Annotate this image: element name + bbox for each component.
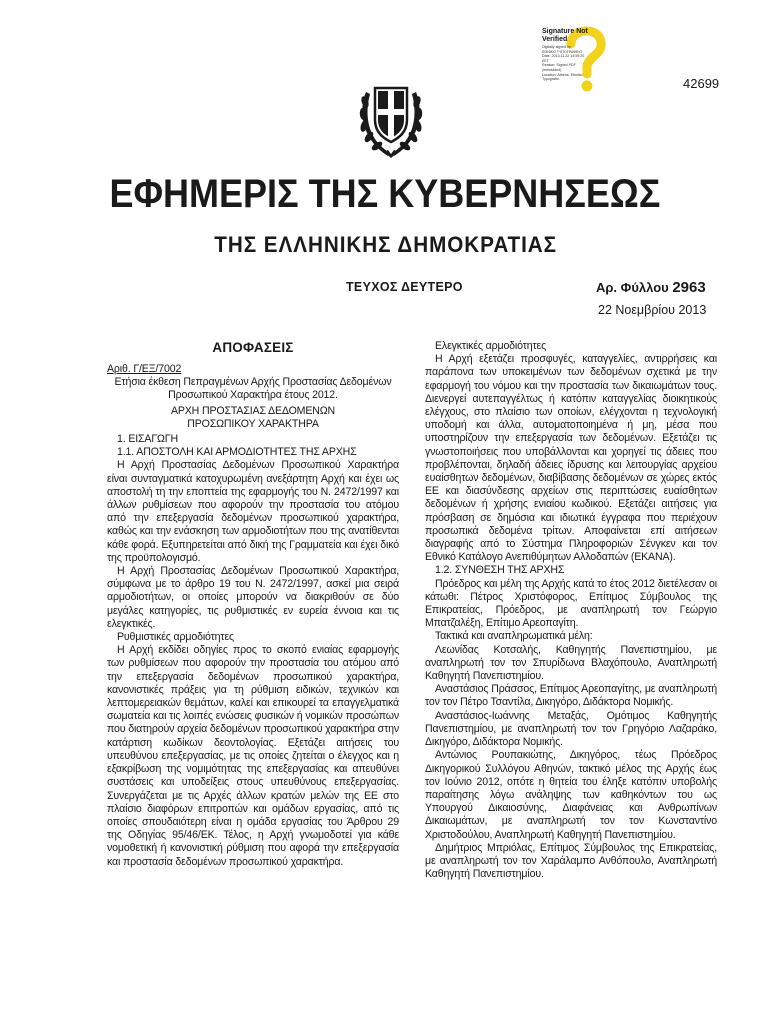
gazette-title: ΕΦΗΜΕΡΙΣ ΤΗΣ ΚΥΒΕΡΝΗΣΕΩΣ (109, 172, 661, 216)
paragraph: Αντώνιος Ρουπακιώτης, Δικηγόρος, τέως Πρόεδρος Δικηγορικού Συλλόγου Αθηνών, τακτικό μέλος της Αρχής έως τον Ιούνιο 2012, οπότε η θητεία του έληξε κατόπιν υποβολής παραίτησης λόγω ανάληψης των καθηκόντων του ως Υπουργού Δικαιοσύνης, Διαφάνειας και Ανθρωπίνων Δικαιωμάτων, με αναπληρωτή τον τον Κωνσταντίνο Χριστοδούλου, Αναπληρωτή Καθηγητή Πανεπιστημίου. (425, 749, 717, 841)
paragraph: Η Αρχή εξετάζει προσφυγές, καταγγελίες, αντιρρήσεις και παράπονα των υποκειμένων των δεδομένων σχετικά με την εφαρμογή του νόμου και την προστασία των δικαιωμάτων τους. Διενεργεί αυτεπαγγέλτως ή κατόπιν καταγγελίας διοικητικούς ελέγχους, στο πλαίσιο των οποίων, ελέγχονται η τεχνολογική υποδομή και άλλα, αυτοματοποιημένα ή μη, μέσα που υποστηρίζουν την επεξεργασία των δεδομένων. Εξετάζει τις γνωστοποιήσεις που υποβάλλονται και χορηγεί τις άδειες που προβλέπονται, δηλαδή άδειες ίδρυσης και λειτουργίας αρχείου ευαίσθητων δεδομένων, διαβίβασης δεδομένων σε χώρες εκτός ΕΕ και διασύνδεσης αρχείων στις περιπτώσεις ευαίσθητων δεδομένων ή χρήσης ενιαίου κωδικού. Εξετάζει αιτήσεις για πρόσβαση σε δημόσια και ιδιωτικά έγγραφα που περιέχουν προσωπικά δεδομένα τρίτων. Αποφαίνεται επί αιτήσεων διαγραφής από το Σύστημα Πληροφοριών Σένγκεν και τον Εθνικό Κατάλογο Ανεπιθύμητων Αλλοδαπών (ΕΚΑΝΑ). (425, 353, 717, 564)
signature-details: Digitally signed by ΕΘΝΙΚΟ ΤΥΠΟΓΡΑΦΕΙΟ Date: 2013.11.22 14:59:20 EET Reason: Signed PDF (embedded) Location: Athens, Ethniko Typografio (542, 45, 585, 82)
greek-coat-of-arms-icon (356, 62, 426, 160)
left-column (107, 340, 399, 869)
paragraph: Η Αρχή εκδίδει οδηγίες προς το σκοπό ενιαίας εφαρμογής των ρυθμίσεων που αφορούν την προστασία του ατόμου από την επεξεργασία δεδομένων προσωπικού χαρακτήρα, κανονιστικές πράξεις για τη ρύθμιση ειδικών, τεχνικών και λεπτομερειακών θεμάτων, καλεί και επικουρεί τα επαγγελματικά σωματεία και τις λοιπές ενώσεις φυσικών ή νομικών προσώπων που διατηρούν αρχεία δεδομένων προσωπικού χαρακτήρα στην κατάρτιση κωδίκων δεοντολογίας. Εξετάζει αιτήσεις του υπευθύνου επεξεργασίας, με τις οποίες ζητείται ο έλεγχος και η εξακρίβωση της νομιμότητας της επεξεργασίας και απευθύνει συστάσεις και υποδείξεις στους υπευθύνους επεξεργασίας. Συνεργάζεται με τις Αρχές άλλων κρατών μελών της ΕΕ στο πλαίσιο διαφόρων επιτροπών και ομάδων εργασίας, από τις οποίες σπουδαιότερη είναι η ομάδα εργασίας του Άρθρου 29 της Οδηγίας 95/46/ΕΚ. Τέλος, η Αρχή γνωμοδοτεί για κάθε νομοθετική ή κανονιστική ρύθμιση που αφορά την επεξεργασία και προστασία δεδομένων προσωπικού χαρακτήρα. (107, 644, 399, 868)
section-introduction: 1. ΕΙΣΑΓΩΓΗ (117, 433, 178, 446)
right-column (425, 340, 717, 881)
paragraph: Αναστάσιος-Ιωάννης Μεταξάς, Ομότιμος Καθηγητής Πανεπιστημίου, με αναπληρωτή τον τον Γρηγόριο Λαζαράκο, Δικηγόρο, Διδάκτορα Νομικής. (425, 709, 717, 749)
sheet-number (596, 279, 706, 296)
sheet-label: Αρ. Φύλλου (596, 280, 669, 295)
authority-name-line2: ΠΡΟΣΩΠΙΚΟΥ ΧΑΡΑΚΤΗΡΑ (187, 417, 319, 430)
section-mission: 1.1. ΑΠΟΣΤΟΛΗ ΚΑΙ ΑΡΜΟΔΙΟΤΗΤΕΣ ΤΗΣ ΑΡΧΗΣ (117, 446, 357, 459)
subheading-regulatory: Ρυθμιστικές αρμοδιότητες (117, 631, 234, 644)
signature-status: Signature Not Verified (542, 28, 588, 43)
paragraph: Αναστάσιος Πράσσος, Επίτιμος Αρεοπαγίτης, με αναπληρωτή τον τον Πέτρο Τσαντίλα, Δικηγόρο, Διδάκτορα Νομικής. (425, 683, 717, 709)
issue-type: ΤΕΥΧΟΣ ΔΕΥΤΕΡΟ (346, 280, 463, 294)
sheet-number-value: 2963 (672, 279, 706, 296)
digital-signature-stamp (541, 28, 627, 98)
paragraph: Δημήτριος Μπριόλας, Επίτιμος Σύμβουλος της Επικρατείας, με αναπληρωτή τον τον Χαράλαμπο Ανθόπουλο, Αναπληρωτή Καθηγητή Πανεπιστημίου. (425, 841, 717, 881)
decision-subject: Ετήσια έκθεση Πεπραγμένων Αρχής Προστασίας Δεδομένων Προσωπικού Χαρακτήρα έτους 2012. (114, 376, 392, 402)
section-composition: 1.2. ΣΥΝΘΕΣΗ ΤΗΣ ΑΡΧΗΣ (435, 564, 565, 577)
paragraph: Λεωνίδας Κοτσαλής, Καθηγητής Πανεπιστημίου, με αναπληρωτή τον τον Σπυρίδωνα Βλαχόπουλο, Αναπληρωτή Καθηγητή Πανεπιστημίου. (425, 643, 717, 683)
page-number: 42699 (683, 76, 720, 91)
paragraph: Η Αρχή Προστασίας Δεδομένων Προσωπικού Χαρακτήρα είναι συνταγματικά κατοχυρωμένη ανεξάρτητη Αρχή και έχει ως αποστολή τη την εποπτεία της εφαρμογής του Ν. 2472/1997 και άλλων ρυθμίσεων που αφορούν την προστασία του ατόμου από την επεξεργασία δεδομένων προσωπικού χαρακτήρα, καθώς και την ενάσκηση των αρμοδιοτήτων που της ανατίθενται κάθε φορά. Εξυπηρετείται από δική της Γραμματεία και έχει δικό της προϋπολογισμό. (107, 459, 399, 564)
gazette-subtitle: ΤΗΣ ΕΛΛΗΝΙΚΗΣ ΔΗΜΟΚΡΑΤΙΑΣ (214, 232, 557, 257)
decision-reference: Αριθ. Γ/ΕΞ/7002 (107, 363, 182, 375)
section-heading-decisions: ΑΠΟΦΑΣΕΙΣ (212, 340, 294, 355)
authority-name-line1: ΑΡΧΗ ΠΡΟΣΤΑΣΙΑΣ ΔΕΔΟΜΕΝΩΝ (170, 404, 336, 417)
issue-date: 22 Νοεμβρίου 2013 (598, 303, 707, 317)
paragraph: Η Αρχή Προστασίας Δεδομένων Προσωπικού Χαρακτήρα, σύμφωνα με το άρθρο 19 του Ν. 2472/1997, ασκεί μια σειρά αρμοδιοτήτων, οι οποίες μπορούν να διακριθούν σε δύο μεγάλες κατηγορίες, τις ρυθμιστικές εν ευρεία έννοια και τις ελεγκτικές. (107, 565, 399, 630)
subheading-members: Τακτικά και αναπληρωματικά μέλη: (435, 630, 593, 643)
subheading-audit: Ελεγκτικές αρμοδιότητες (435, 340, 547, 352)
paragraph: Πρόεδρος και μέλη της Αρχής κατά το έτος 2012 διετέλεσαν οι κάτωθι: Πέτρος Χριστόφορος, Επίτιμος Σύμβουλος της Επικρατείας, Πρόεδρος, με αναπληρωτή τον Γεώργιο Μπατζαλέξη, Επίτιμο Αρεοπαγίτη. (425, 577, 717, 630)
